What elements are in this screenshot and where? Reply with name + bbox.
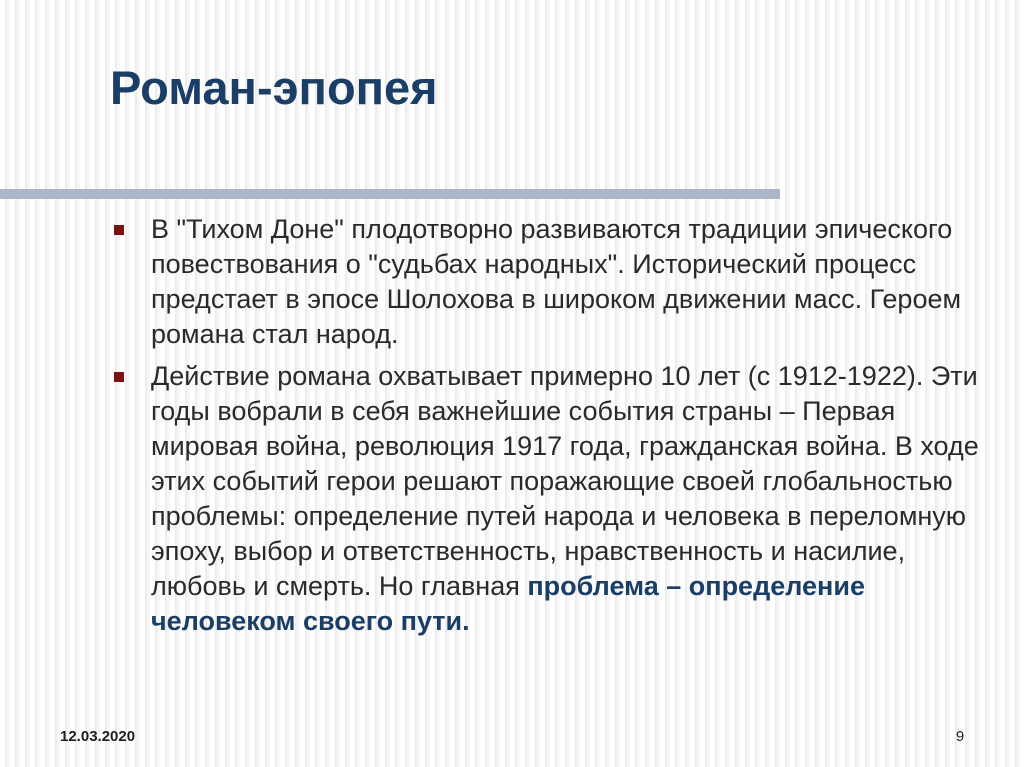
bullet-item [110,359,990,639]
bullet-bold-text: проблема – определение человеком своего пути. [151,571,865,636]
square-bullet-icon [114,225,124,235]
bullet-text: В "Тихом Доне" плодотворно развиваются традиции эпического повествования о "судьбах народных". Исторический процесс предстает в эпосе Шолохова в широком движении масс. Героем романа стал народ. [151,214,962,349]
bullet-text: Действие романа охватывает примерно 10 лет (с 1912-1922). Эти годы вобрали в себя важнейшие события страны – Первая мировая война, революция 1917 года, гражданская война. В ходе этих событий герои решают поражающие своей глобальностью проблемы: определение путей народа и человека в переломную эпоху, выбор и ответственность, нравственность и насилие, любовь и смерть. Но главная [151,361,979,601]
page-number: 9 [955,728,965,745]
bullet-item [110,212,990,352]
footer-date: 12.03.2020 [60,728,136,745]
bullet-list [110,212,990,646]
slide-title: Роман-эпопея [110,61,438,114]
square-bullet-icon [114,372,124,382]
title-divider [0,189,780,199]
